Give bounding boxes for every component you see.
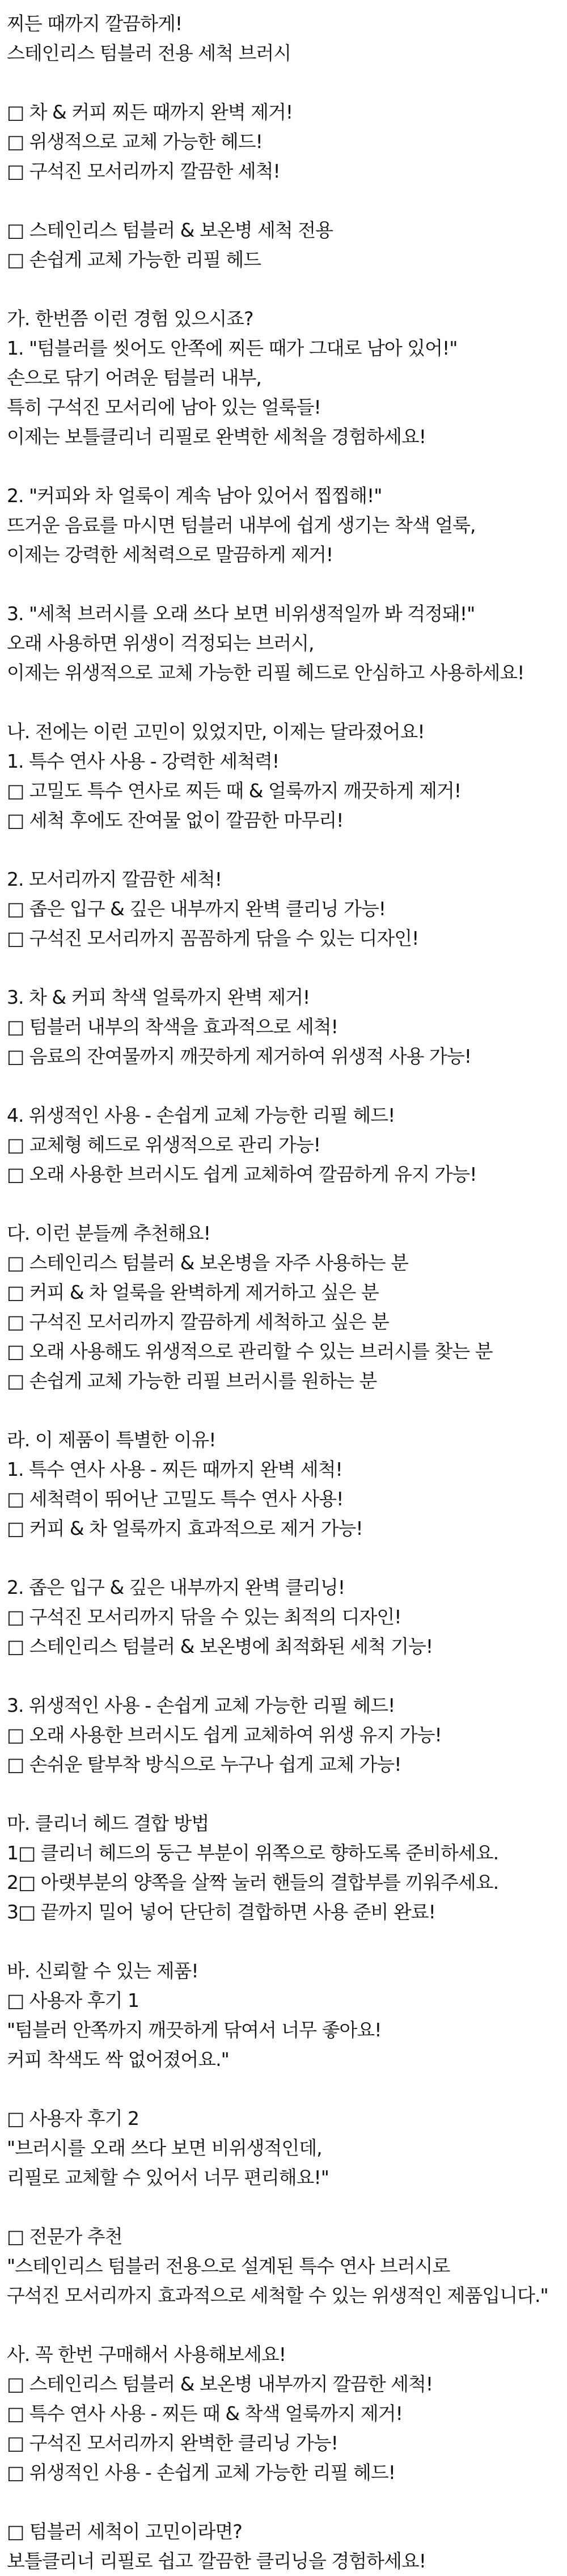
text-line: 다. 이런 분들께 추천해요! bbox=[7, 1222, 210, 1244]
text-line: 1. "텀블러를 씻어도 안쪽에 찌든 때가 그대로 남아 있어!" bbox=[7, 337, 458, 359]
text-line: 리필로 교체할 수 있어서 너무 편리해요!" bbox=[7, 2166, 329, 2188]
text-block bbox=[7, 481, 567, 570]
text-line: □ 구석진 모서리까지 깔끔하게 세척하고 싶은 분 bbox=[7, 1311, 389, 1333]
text-block bbox=[7, 1101, 567, 1189]
text-block bbox=[7, 599, 567, 688]
text-line: 마. 클리너 헤드 결합 방법 bbox=[7, 1812, 209, 1834]
text-block bbox=[7, 2517, 567, 2576]
text-line: 1. 특수 연사 사용 - 강력한 세척력! bbox=[7, 750, 280, 772]
text-line: 사. 꼭 한번 구매해서 사용해보세요! bbox=[7, 2343, 286, 2365]
text-line: □ 구석진 모서리까지 깔끔한 세척! bbox=[7, 160, 280, 182]
text-line: 이제는 강력한 세척력으로 말끔하게 제거! bbox=[7, 544, 333, 566]
text-line: 2. "커피와 차 얼룩이 계속 남아 있어서 찝찝해!" bbox=[7, 485, 382, 507]
text-line: □ 손쉬운 탈부착 방식으로 누구나 쉽게 교체 가능! bbox=[7, 1753, 401, 1775]
text-line: □ 좁은 입구 & 깊은 내부까지 완벽 클리닝 가능! bbox=[7, 898, 386, 920]
text-line: 3. "세척 브러시를 오래 쓰다 보면 비위생적일까 봐 걱정돼!" bbox=[7, 603, 475, 625]
text-line: □ 사용자 후기 2 bbox=[7, 2107, 139, 2129]
text-line: □ 사용자 후기 1 bbox=[7, 1989, 139, 2011]
text-line: 1. 특수 연사 사용 - 찌든 때까지 완벽 세척! bbox=[7, 1458, 342, 1480]
text-line: □ 세척 후에도 잔여물 없이 깔끔한 마무리! bbox=[7, 809, 344, 831]
text-line: □ 손쉽게 교체 가능한 리필 브러시를 원하는 분 bbox=[7, 1370, 377, 1392]
text-line: □ 오래 사용해도 위생적으로 관리할 수 있는 브러시를 찾는 분 bbox=[7, 1340, 493, 1362]
text-line: □ 음료의 잔여물까지 깨끗하게 제거하여 위생적 사용 가능! bbox=[7, 1045, 472, 1067]
text-line: 찌든 때까지 깔끔하게! bbox=[7, 12, 183, 35]
text-line: □ 스테인리스 텀블러 & 보온병에 최적화된 세척 기능! bbox=[7, 1635, 433, 1657]
text-line: □ 교체형 헤드로 위생적으로 관리 가능! bbox=[7, 1134, 321, 1156]
text-line: □ 구석진 모서리까지 완벽한 클리닝 가능! bbox=[7, 2432, 338, 2454]
text-line: □ 오래 사용한 브러시도 쉽게 교체하여 위생 유지 가능! bbox=[7, 1724, 442, 1746]
text-line: □ 구석진 모서리까지 꼼꼼하게 닦을 수 있는 디자인! bbox=[7, 927, 419, 949]
text-line: "스테인리스 텀블러 전용으로 설계된 특수 연사 브러시로 bbox=[7, 2255, 450, 2277]
text-line: "브러시를 오래 쓰다 보면 비위생적인데, bbox=[7, 2137, 322, 2159]
text-line: 뜨거운 음료를 마시면 텀블러 내부에 쉽게 생기는 착색 얼룩, bbox=[7, 514, 476, 536]
text-block bbox=[7, 983, 567, 1071]
text-line: □ 커피 & 차 얼룩을 완벽하게 제거하고 싶은 분 bbox=[7, 1281, 379, 1303]
text-line: □ 위생적인 사용 - 손쉽게 교체 가능한 리필 헤드! bbox=[7, 2461, 396, 2484]
text-line: □ 스테인리스 텀블러 & 보온병을 자주 사용하는 분 bbox=[7, 1252, 409, 1274]
text-line: 구석진 모서리까지 효과적으로 세척할 수 있는 위생적인 제품입니다." bbox=[7, 2284, 548, 2306]
text-line: 나. 전에는 이런 고민이 있었지만, 이제는 달라졌어요! bbox=[7, 721, 425, 743]
text-line: □ 텀블러 세척이 고민이라면? bbox=[7, 2520, 242, 2543]
text-block bbox=[7, 1809, 567, 1927]
text-line: 바. 신뢰할 수 있는 제품! bbox=[7, 1960, 198, 1982]
text-line: 3. 차 & 커피 착색 얼룩까지 완벽 제거! bbox=[7, 986, 310, 1008]
text-line: □ 오래 사용한 브러시도 쉽게 교체하여 깔끔하게 유지 가능! bbox=[7, 1163, 477, 1185]
text-block bbox=[7, 2340, 567, 2487]
text-line: 오래 사용하면 위생이 걱정되는 브러시, bbox=[7, 632, 314, 654]
text-line: □ 특수 연사 사용 - 찌든 때 & 착색 얼룩까지 제거! bbox=[7, 2402, 403, 2425]
text-block bbox=[7, 1219, 567, 1396]
text-line: 보틀클리너 리필로 쉽고 깔끔한 클리닝을 경험하세요! bbox=[7, 2550, 426, 2572]
text-line: □ 구석진 모서리까지 닦을 수 있는 최적의 디자인! bbox=[7, 1606, 401, 1628]
text-line: 4. 위생적인 사용 - 손쉽게 교체 가능한 리필 헤드! bbox=[7, 1104, 395, 1126]
text-line: 이제는 위생적으로 교체 가능한 리필 헤드로 안심하고 사용하세요! bbox=[7, 662, 524, 684]
text-line: "텀블러 안쪽까지 깨끗하게 닦여서 너무 좋아요! bbox=[7, 2019, 382, 2041]
text-block bbox=[7, 216, 567, 275]
text-line: 스테인리스 텀블러 전용 세척 브러시 bbox=[7, 42, 291, 64]
text-line: 3. 위생적인 사용 - 손쉽게 교체 가능한 리필 헤드! bbox=[7, 1694, 395, 1716]
text-line: □ 위생적으로 교체 가능한 헤드! bbox=[7, 131, 263, 153]
text-block bbox=[7, 2104, 567, 2192]
text-line: 커피 착색도 싹 없어졌어요." bbox=[7, 2048, 229, 2070]
text-block bbox=[7, 9, 567, 68]
text-line: 2. 좁은 입구 & 깊은 내부까지 완벽 클리닝! bbox=[7, 1576, 345, 1598]
text-line: □ 커피 & 차 얼룩까지 효과적으로 제거 가능! bbox=[7, 1517, 363, 1539]
text-line: □ 스테인리스 텀블러 & 보온병 내부까지 깔끔한 세척! bbox=[7, 2373, 433, 2395]
text-block bbox=[7, 98, 567, 186]
text-line: □ 차 & 커피 찌든 때까지 완벽 제거! bbox=[7, 101, 293, 123]
text-line: □ 고밀도 특수 연사로 찌든 때 & 얼룩까지 깨끗하게 제거! bbox=[7, 780, 461, 802]
text-block bbox=[7, 304, 567, 452]
text-line: 이제는 보틀클리너 리필로 완벽한 세척을 경험하세요! bbox=[7, 426, 426, 448]
text-line: 특히 구석진 모서리에 남아 있는 얼룩들! bbox=[7, 396, 321, 418]
text-line: □ 스테인리스 텀블러 & 보온병 세척 전용 bbox=[7, 219, 333, 241]
text-line: □ 텀블러 내부의 착색을 효과적으로 세척! bbox=[7, 1016, 338, 1038]
text-block bbox=[7, 865, 567, 953]
text-line: 라. 이 제품이 특별한 이유! bbox=[7, 1429, 216, 1451]
text-line: 1□ 클리너 헤드의 둥근 부분이 위쪽으로 향하도록 준비하세요. bbox=[7, 1842, 499, 1864]
text-block bbox=[7, 1425, 567, 1543]
text-line: □ 세척력이 뛰어난 고밀도 특수 연사 사용! bbox=[7, 1488, 344, 1510]
text-line: 손으로 닦기 어려운 텀블러 내부, bbox=[7, 367, 261, 389]
text-block bbox=[7, 1956, 567, 2074]
text-line: 2□ 아랫부분의 양쪽을 살짝 눌러 핸들의 결합부를 끼워주세요. bbox=[7, 1871, 499, 1893]
text-block bbox=[7, 717, 567, 835]
text-line: □ 전문가 추천 bbox=[7, 2225, 122, 2247]
text-block bbox=[7, 1691, 567, 1779]
text-line: 2. 모서리까지 깔끔한 세척! bbox=[7, 868, 222, 890]
text-line: 3□ 끝까지 밀어 넣어 단단히 결합하면 사용 준비 완료! bbox=[7, 1901, 435, 1923]
text-block bbox=[7, 1573, 567, 1661]
text-line: 가. 한번쯤 이런 경험 있으시죠? bbox=[7, 308, 253, 330]
text-line: □ 손쉽게 교체 가능한 리필 헤드 bbox=[7, 249, 261, 271]
text-block bbox=[7, 2222, 567, 2310]
